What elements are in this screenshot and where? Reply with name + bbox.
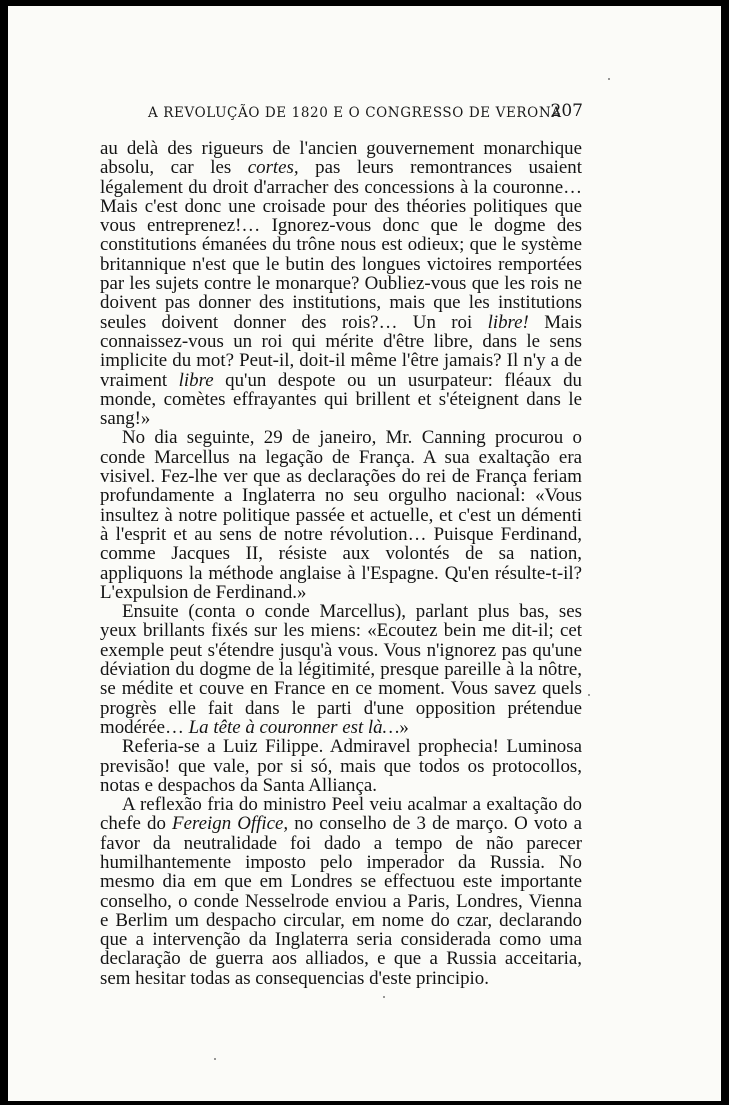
paragraph-5-segment: no conselho de 3 de março. O voto a favor da neutralidade foi dado a tempo de não parecer humilhantemente imposto pelo imperador da Russia. No mesmo dia em que em Londres se effectuou este importante conselho, o conde Nesselrode enviou a Paris, Londres, Vienna e Berlim um despacho circular, em nome do czar, declarando que a intervenção da Inglaterra seria considerada como uma declaração de guerra aos alliados, e que a Russia acceitaria, sem hesitar todas as consequencias d'este principio. [100, 813, 582, 989]
paragraph-5-segment: A reflexão fria do ministro Peel veiu acalmar a exaltação do chefe do [100, 794, 582, 835]
paragraph-3-italic-segment: La tête à couronner est là… [188, 716, 400, 738]
paragraph-3 [100, 602, 582, 737]
paragraph-4-segment: Referia-se a Luiz Filippe. Admiravel prophecia! Luminosa previsão! que vale, por si só, mais que todos os protocollos, notas e despachos da Santa Alliança. [100, 736, 582, 796]
page-header [148, 101, 583, 125]
paragraph-1-segment: au delà des rigueurs de l'ancien gouvernement monarchique absolu, car les [100, 138, 582, 179]
paper-speck [383, 996, 385, 998]
paper-speck [214, 1058, 216, 1060]
paragraph-1-italic-segment: libre [178, 369, 214, 391]
paragraph-4 [100, 737, 582, 795]
paragraph-1-segment: pas leurs remontrances usaient légalement du droit d'arracher des concessions à la couronne… Mais c'est donc une croisade pour des théories politiques que vous entreprenez!… Ignorez-vous donc que le dogme des constitutions émanées du trône nous est odieux; que le système britannique n'est que le butin des longues victoires remportées par les sujets contre le monarque? Oubliez-vous que les rois ne doivent pas donner des institutions, mais que les institutions seules doivent donner des rois?… Un roi [100, 157, 582, 333]
body-text [100, 139, 582, 988]
paper-speck [588, 694, 590, 696]
page-number: 207 [550, 101, 583, 121]
paragraph-1-segment: Mais connaissez-vous un roi qui mérite d'être libre, dans le sens implicite du mot? Peut-il, doit-il même l'être jamais? Il n'y a de vraiment [100, 311, 582, 391]
running-title: A REVOLUÇÃO DE 1820 E O CONGRESSO DE VERONA [148, 105, 562, 121]
paragraph-5 [100, 795, 582, 988]
paragraph-1-italic-segment: libre! [487, 311, 529, 333]
paragraph-1-italic-segment: cortes, [247, 157, 299, 179]
paragraph-5-italic-segment: Fereign Office, [172, 813, 289, 835]
paragraph-2-segment: No dia seguinte, 29 de janeiro, Mr. Canning procurou o conde Marcellus na legação de França. A sua exaltação era visivel. Fez-lhe ver que as declarações do rei de França feriam profundamente a Inglaterra no seu orgulho nacional: «Vous insultez à notre politique passée et actuelle, et c'est un démenti à l'esprit et au sens de notre révolution… Puisque Ferdinand, comme Jacques II, résiste aux volontés de sa nation, appliquons la méthode anglaise à l'Espagne. Qu'en résulte-t-il? L'expulsion de Ferdinand.» [100, 427, 582, 603]
paper-speck [608, 78, 610, 80]
paragraph-3-segment: » [399, 716, 409, 738]
paragraph-1 [100, 139, 582, 428]
book-page [8, 6, 721, 1101]
paragraph-2 [100, 428, 582, 602]
paragraph-3-segment: Ensuite (conta o conde Marcellus), parlant plus bas, ses yeux brillants fixés sur les miens: «Ecoutez bein me dit-il; cet exemple peut s'étendre jusqu'à vous. Vous n'ignorez pas qu'une déviation du dogme de la légitimité, presque pareille à la nôtre, se médite et couve en France en ce moment. Vous savez quels progrès elle fait dans le parti d'une opposition prétendue modérée… [100, 601, 582, 738]
paragraph-1-segment: qu'un despote ou un usurpateur: fléaux du monde, comètes effrayantes qui brillent et s'éteignent dans le sang!» [100, 369, 582, 430]
